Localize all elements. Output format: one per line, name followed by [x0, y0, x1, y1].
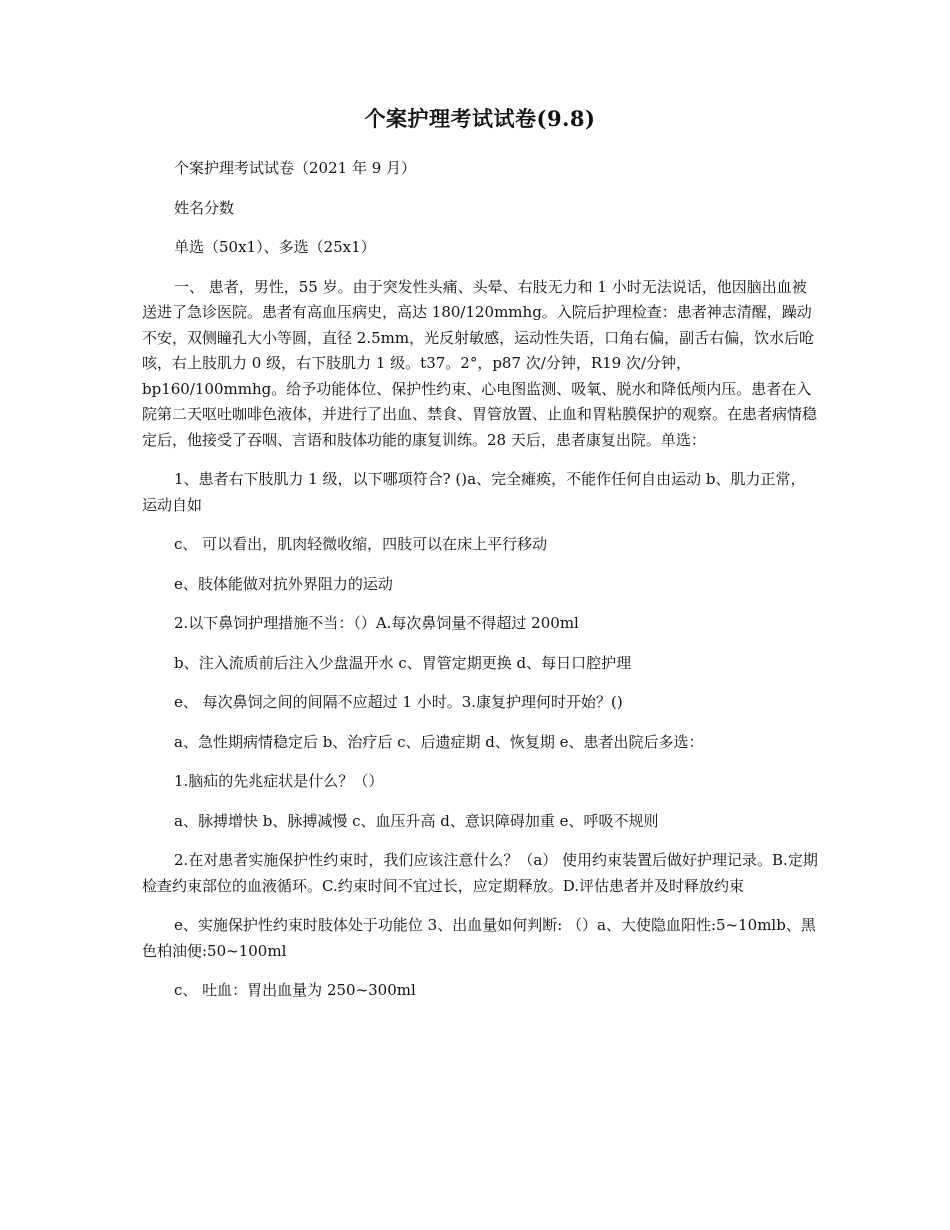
question-paragraph: e、肢体能做对抗外界阻力的运动	[174, 574, 393, 593]
question-paragraph: 1、患者右下肢肌力 1 级，以下哪项符合? ()a、完全瘫痪，不能作任何自由运动 b、肌力正常，运动自如	[142, 470, 806, 514]
question-paragraph: 1.脑疝的先兆症状是什么？（）	[174, 772, 384, 790]
question-paragraph: b、注入流质前后注入少盘温开水 c、胃管定期更换 d、每日口腔护理	[174, 653, 632, 672]
question-paragraph: 2.以下鼻饲护理措施不当：（）A.每次鼻饲量不得超过 200ml	[174, 614, 579, 632]
question-paragraph: a、脉搏增快 b、脉搏减慢 c、血压升高 d、意识障碍加重 e、呼吸不规则	[174, 811, 659, 830]
question-paragraph: c、 吐血：胃出血量为 250~300ml	[174, 981, 416, 999]
question-paragraph: c、 可以看出，肌肉轻微收缩，四肢可以在床上平行移动	[174, 535, 548, 553]
exam-header: 个案护理考试试卷（2021 年 9 月）	[174, 159, 417, 177]
question-paragraph: a、急性期病情稳定后 b、治疗后 c、后遗症期 d、恢复期 e、患者出院后多选：	[174, 732, 704, 751]
question-paragraph: 2.在对患者实施保护性约束时，我们应该注意什么？（a） 使用约束装置后做好护理记录。B.定期检查约束部位的血液循环。C.约束时间不宜过长，应定期释放。D.评估患者并及时释放约束	[142, 851, 818, 895]
question-paragraph: e、 每次鼻饲之间的间隔不应超过 1 小时。3.康复护理何时开始？()	[174, 693, 623, 711]
question-paragraph: e、实施保护性约束时肢体处于功能位 3、出血量如何判断: （）a、大使隐血阳性:5~10mlb、黑色柏油便:50~100ml	[142, 916, 816, 960]
case-description: 一、 患者，男性，55 岁。由于突发性头痛、头晕、右肢无力和 1 小时无法说话，他因脑出血被送进了急诊医院。患者有高血压病史，高达 180/120mmhg。入院后护理检查：患者神志清醒，躁动不安，双侧瞳孔大小等圆，直径 2.5mm，光反射敏感，运动性失语，口角右偏，副舌右偏，饮水后呛咳，右上肢肌力 0 级，右下肢肌力 1 级。t37。2°，p87 次/分钟，R19 次/分钟，bp160/100mmhg。给予功能体位、保护性约束、心电图监测、吸氧、脱水和降低颅内压。患者在入院第二天呕吐咖啡色液体，并进行了出血、禁食、胃管放置、止血和胃粘膜保护的观察。在患者病情稳定后，他接受了吞咽、言语和肢体功能的康复训练。28 天后，患者康复出院。单选：	[142, 277, 818, 449]
name-score-line: 姓名分数	[174, 198, 235, 217]
document-title: 个案护理考试试卷(9.8)	[364, 106, 596, 131]
section-scoring: 单选（50x1）、多选（25x1）	[174, 238, 376, 256]
